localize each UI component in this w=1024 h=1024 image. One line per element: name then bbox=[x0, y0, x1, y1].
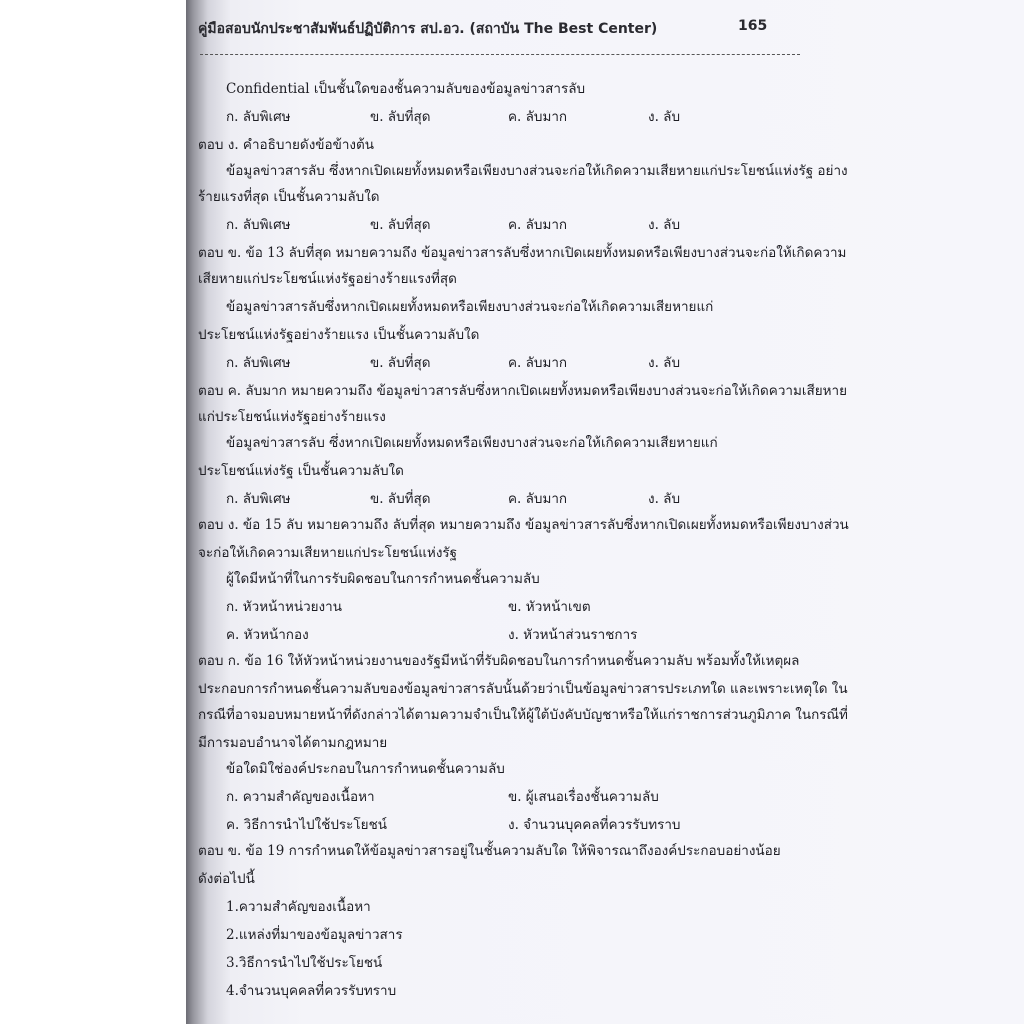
question-text: ข้อมูลข่าวสารลับ ซึ่งหากเปิดเผยทั้งหมดหรือเพียงบางส่วนจะก่อให้เกิดความเสียหายแก่ประโยชน์แห่งรัฐ อย่าง bbox=[226, 163, 848, 179]
question-text: ข้อมูลข่าวสารลับ ซึ่งหากเปิดเผยทั้งหมดหรือเพียงบางส่วนจะก่อให้เกิดความเสียหายแก่ bbox=[226, 435, 718, 451]
option-b: ข. ลับที่สุด bbox=[370, 491, 431, 507]
question-text-cont: ประโยชน์แห่งรัฐอย่างร้ายแรง เป็นชั้นความลับใด bbox=[198, 327, 480, 343]
option-c: ค. หัวหน้ากอง bbox=[226, 627, 309, 643]
option-a: ก. ลับพิเศษ bbox=[226, 355, 291, 371]
option-a: ก. ลับพิเศษ bbox=[226, 217, 291, 233]
option-c: ค. ลับมาก bbox=[508, 217, 568, 233]
option-a: ก. ความสำคัญของเนื้อหา bbox=[226, 789, 375, 805]
option-b: ข. ผู้เสนอเรื่องชั้นความลับ bbox=[508, 789, 659, 805]
option-c: ค. ลับมาก bbox=[508, 109, 568, 125]
running-header: คู่มือสอบนักประชาสัมพันธ์ปฏิบัติการ สป.อว. (สถาบัน The Best Center) bbox=[198, 21, 658, 37]
option-c: ค. ลับมาก bbox=[508, 491, 568, 507]
option-d: ง. หัวหน้าส่วนราชการ bbox=[508, 627, 638, 643]
list-item: 4.จำนวนบุคคลที่ควรรับทราบ bbox=[226, 983, 397, 999]
answer-text-cont: ดังต่อไปนี้ bbox=[198, 871, 255, 887]
header-divider bbox=[200, 54, 800, 55]
question-text-cont: ร้ายแรงที่สุด เป็นชั้นความลับใด bbox=[198, 189, 380, 205]
option-d: ง. จำนวนบุคคลที่ควรรับทราบ bbox=[508, 817, 681, 833]
page-number: 165 bbox=[738, 18, 768, 34]
option-c: ค. วิธีการนำไปใช้ประโยชน์ bbox=[226, 817, 387, 833]
list-item: 2.แหล่งที่มาของข้อมูลข่าวสาร bbox=[226, 927, 403, 943]
answer-text-cont: กรณีที่อาจมอบหมายหน้าที่ดังกล่าวได้ตามความจำเป็นให้ผู้ใต้บังคับบัญชาหรือให้แก่ราชการส่วนภูมิภาค ในกรณีที่ bbox=[198, 707, 848, 723]
question-text: Confidential เป็นชั้นใดของชั้นความลับของข้อมูลข่าวสารลับ bbox=[226, 81, 586, 97]
option-a: ก. ลับพิเศษ bbox=[226, 491, 291, 507]
answer-text-cont: แก่ประโยชน์แห่งรัฐอย่างร้ายแรง bbox=[198, 409, 386, 425]
answer-text-cont: เสียหายแก่ประโยชน์แห่งรัฐอย่างร้ายแรงที่สุด bbox=[198, 271, 457, 287]
answer-text: ตอบ ก. ข้อ 16 ให้หัวหน้าหน่วยงานของรัฐมีหน้าที่รับผิดชอบในการกำหนดชั้นความลับ พร้อมทั้งให้เหตุผล bbox=[198, 653, 800, 669]
option-d: ง. ลับ bbox=[648, 109, 681, 125]
list-item: 3.วิธีการนำไปใช้ประโยชน์ bbox=[226, 955, 383, 971]
answer-text-cont: จะก่อให้เกิดความเสียหายแก่ประโยชน์แห่งรัฐ bbox=[198, 545, 458, 561]
option-b: ข. หัวหน้าเขต bbox=[508, 599, 591, 615]
answer-text-cont: มีการมอบอำนาจได้ตามกฎหมาย bbox=[198, 735, 388, 751]
question-text: ข้อใดมิใช่องค์ประกอบในการกำหนดชั้นความลับ bbox=[226, 761, 505, 777]
answer-text: ตอบ ง. ข้อ 15 ลับ หมายความถึง ลับที่สุด หมายความถึง ข้อมูลข่าวสารลับซึ่งหากเปิดเผยทั้งหมดหรือเพียงบางส่วน bbox=[198, 517, 849, 533]
question-text-cont: ประโยชน์แห่งรัฐ เป็นชั้นความลับใด bbox=[198, 463, 404, 479]
answer-text: ตอบ ข. ข้อ 19 การกำหนดให้ข้อมูลข่าวสารอยู่ในชั้นความลับใด ให้พิจารณาถึงองค์ประกอบอย่างน้อย bbox=[198, 843, 781, 859]
question-text: ผู้ใดมีหน้าที่ในการรับผิดชอบในการกำหนดชั้นความลับ bbox=[226, 571, 540, 587]
option-d: ง. ลับ bbox=[648, 491, 681, 507]
question-text: ข้อมูลข่าวสารลับซึ่งหากเปิดเผยทั้งหมดหรือเพียงบางส่วนจะก่อให้เกิดความเสียหายแก่ bbox=[226, 299, 714, 315]
list-item: 1.ความสำคัญของเนื้อหา bbox=[226, 899, 371, 915]
option-a: ก. ลับพิเศษ bbox=[226, 109, 291, 125]
option-d: ง. ลับ bbox=[648, 217, 681, 233]
option-d: ง. ลับ bbox=[648, 355, 681, 371]
option-b: ข. ลับที่สุด bbox=[370, 355, 431, 371]
option-c: ค. ลับมาก bbox=[508, 355, 568, 371]
answer-text: ตอบ ค. ลับมาก หมายความถึง ข้อมูลข่าวสารลับซึ่งหากเปิดเผยทั้งหมดหรือเพียงบางส่วนจะก่อให้เกิดความเสียหาย bbox=[198, 383, 848, 399]
option-a: ก. หัวหน้าหน่วยงาน bbox=[226, 599, 342, 615]
answer-text: ตอบ ง. คำอธิบายดังข้อข้างต้น bbox=[198, 137, 375, 153]
answer-text: ตอบ ข. ข้อ 13 ลับที่สุด หมายความถึง ข้อมูลข่าวสารลับซึ่งหากเปิดเผยทั้งหมดหรือเพียงบางส่วนจะก่อให้เกิดความ bbox=[198, 245, 847, 261]
option-b: ข. ลับที่สุด bbox=[370, 217, 431, 233]
answer-text-cont: ประกอบการกำหนดชั้นความลับของข้อมูลข่าวสารลับนั้นด้วยว่าเป็นข้อมูลข่าวสารประเภทใด และเพราะเหตุใด ใน bbox=[198, 681, 848, 697]
option-b: ข. ลับที่สุด bbox=[370, 109, 431, 125]
